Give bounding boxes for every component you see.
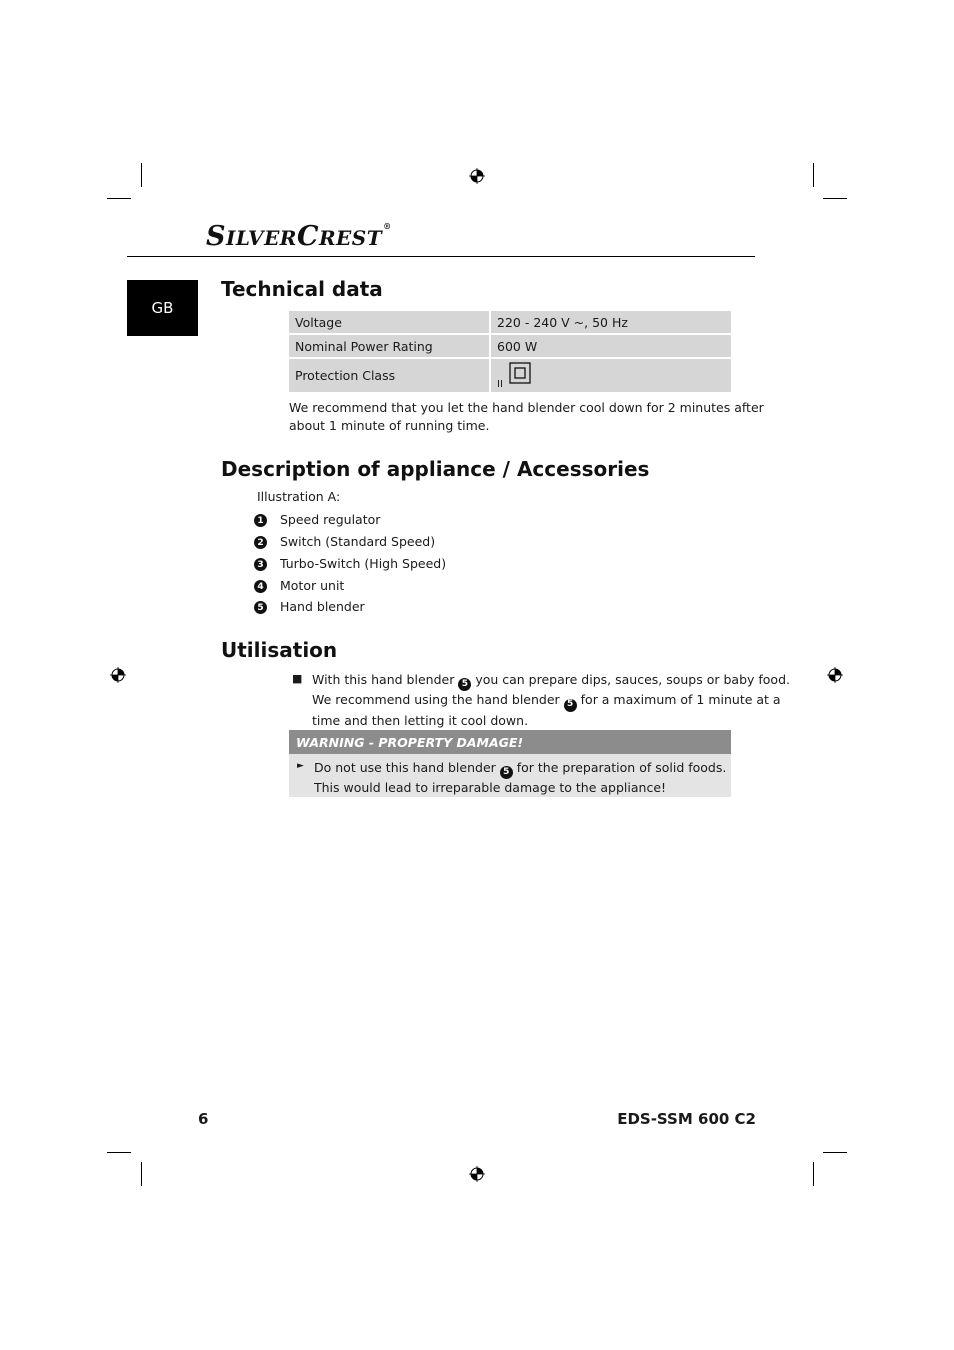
- text-span: With this hand blender: [312, 672, 455, 687]
- technical-data-table: [289, 311, 731, 394]
- note-line: about 1 minute of running time.: [289, 417, 490, 433]
- list-item: Switch (Standard Speed): [280, 534, 436, 549]
- page-number: 6: [198, 1110, 209, 1128]
- table-row: [289, 311, 731, 335]
- brand-logo: [206, 221, 392, 252]
- item-number-badge: 1: [254, 514, 267, 527]
- text-span: Do not use this hand blender: [314, 760, 496, 775]
- list-item: Speed regulator: [280, 512, 381, 527]
- section-heading-description: Description of appliance / Accessories: [221, 457, 650, 481]
- crop-mark: [141, 1162, 142, 1186]
- double-insulation-icon: [509, 362, 531, 384]
- list-item: Hand blender: [280, 599, 365, 614]
- item-number-badge: 5: [564, 699, 577, 712]
- crop-mark: [107, 1152, 131, 1153]
- warning-line: [314, 759, 726, 779]
- item-number-badge: 5: [500, 766, 513, 779]
- warning-box: [289, 754, 731, 797]
- warning-header: [289, 730, 731, 754]
- registration-mark-icon: [469, 1166, 485, 1182]
- list-item: Motor unit: [280, 578, 345, 593]
- arrow-marker-icon: ►: [297, 761, 304, 771]
- registered-mark: ®: [383, 221, 392, 231]
- bullet-marker: ■: [292, 672, 303, 685]
- utilisation-paragraph: [312, 671, 790, 729]
- item-number-badge: 3: [254, 558, 267, 571]
- crop-mark: [141, 163, 142, 187]
- header-rule: [127, 256, 755, 257]
- warning-title: WARNING - PROPERTY DAMAGE!: [296, 734, 524, 750]
- table-cell-value: 600 W: [491, 335, 731, 359]
- paragraph-line: [312, 671, 790, 691]
- language-tab: [127, 280, 198, 336]
- text-span: you can prepare dips, sauces, soups or baby food.: [475, 672, 790, 687]
- crop-mark: [823, 1152, 847, 1153]
- crop-mark: [823, 198, 847, 199]
- crop-mark: [813, 163, 814, 187]
- table-cell-label: Voltage: [289, 311, 491, 335]
- brand-text: ILVER: [226, 226, 297, 250]
- crop-mark: [813, 1162, 814, 1186]
- text-span: for a maximum of 1 minute at a: [580, 692, 781, 708]
- table-row: [289, 335, 731, 359]
- table-cell-label: Nominal Power Rating: [289, 335, 491, 359]
- item-number-badge: 5: [458, 678, 471, 691]
- item-number-badge: 2: [254, 536, 267, 549]
- section-heading-technical-data: Technical data: [221, 277, 383, 301]
- text-span: for the preparation of solid foods.: [516, 760, 727, 775]
- list-item: Turbo-Switch (High Speed): [280, 556, 447, 571]
- registration-mark-icon: [827, 667, 843, 683]
- brand-initial: S: [206, 221, 226, 252]
- item-number-badge: 5: [254, 601, 267, 614]
- brand-initial: C: [296, 221, 319, 252]
- model-number: EDS-SSM 600 C2: [617, 1110, 756, 1128]
- item-number-badge: 4: [254, 580, 267, 593]
- brand-text: REST: [318, 226, 383, 250]
- section-heading-utilisation: Utilisation: [221, 638, 338, 662]
- language-tab-label: GB: [151, 299, 174, 317]
- registration-mark-icon: [110, 667, 126, 683]
- note-line: We recommend that you let the hand blender cool down for 2 minutes after: [289, 400, 764, 415]
- text-span: We recommend using the hand blender: [312, 692, 560, 708]
- illustration-label: Illustration A:: [257, 489, 341, 504]
- warning-line: This would lead to irreparable damage to the appliance!: [314, 780, 667, 796]
- registration-mark-icon: [469, 168, 485, 184]
- table-cell-value: 220 - 240 V ~, 50 Hz: [491, 311, 731, 335]
- paragraph-line: [312, 691, 781, 711]
- crop-mark: [107, 198, 131, 199]
- protection-class-value: II: [497, 378, 503, 390]
- table-row: [289, 359, 731, 394]
- paragraph-line: time and then letting it cool down.: [312, 712, 529, 728]
- table-cell-value: [491, 359, 731, 394]
- cooling-note: [289, 399, 764, 434]
- warning-text: [314, 759, 726, 797]
- table-cell-label: Protection Class: [289, 359, 491, 394]
